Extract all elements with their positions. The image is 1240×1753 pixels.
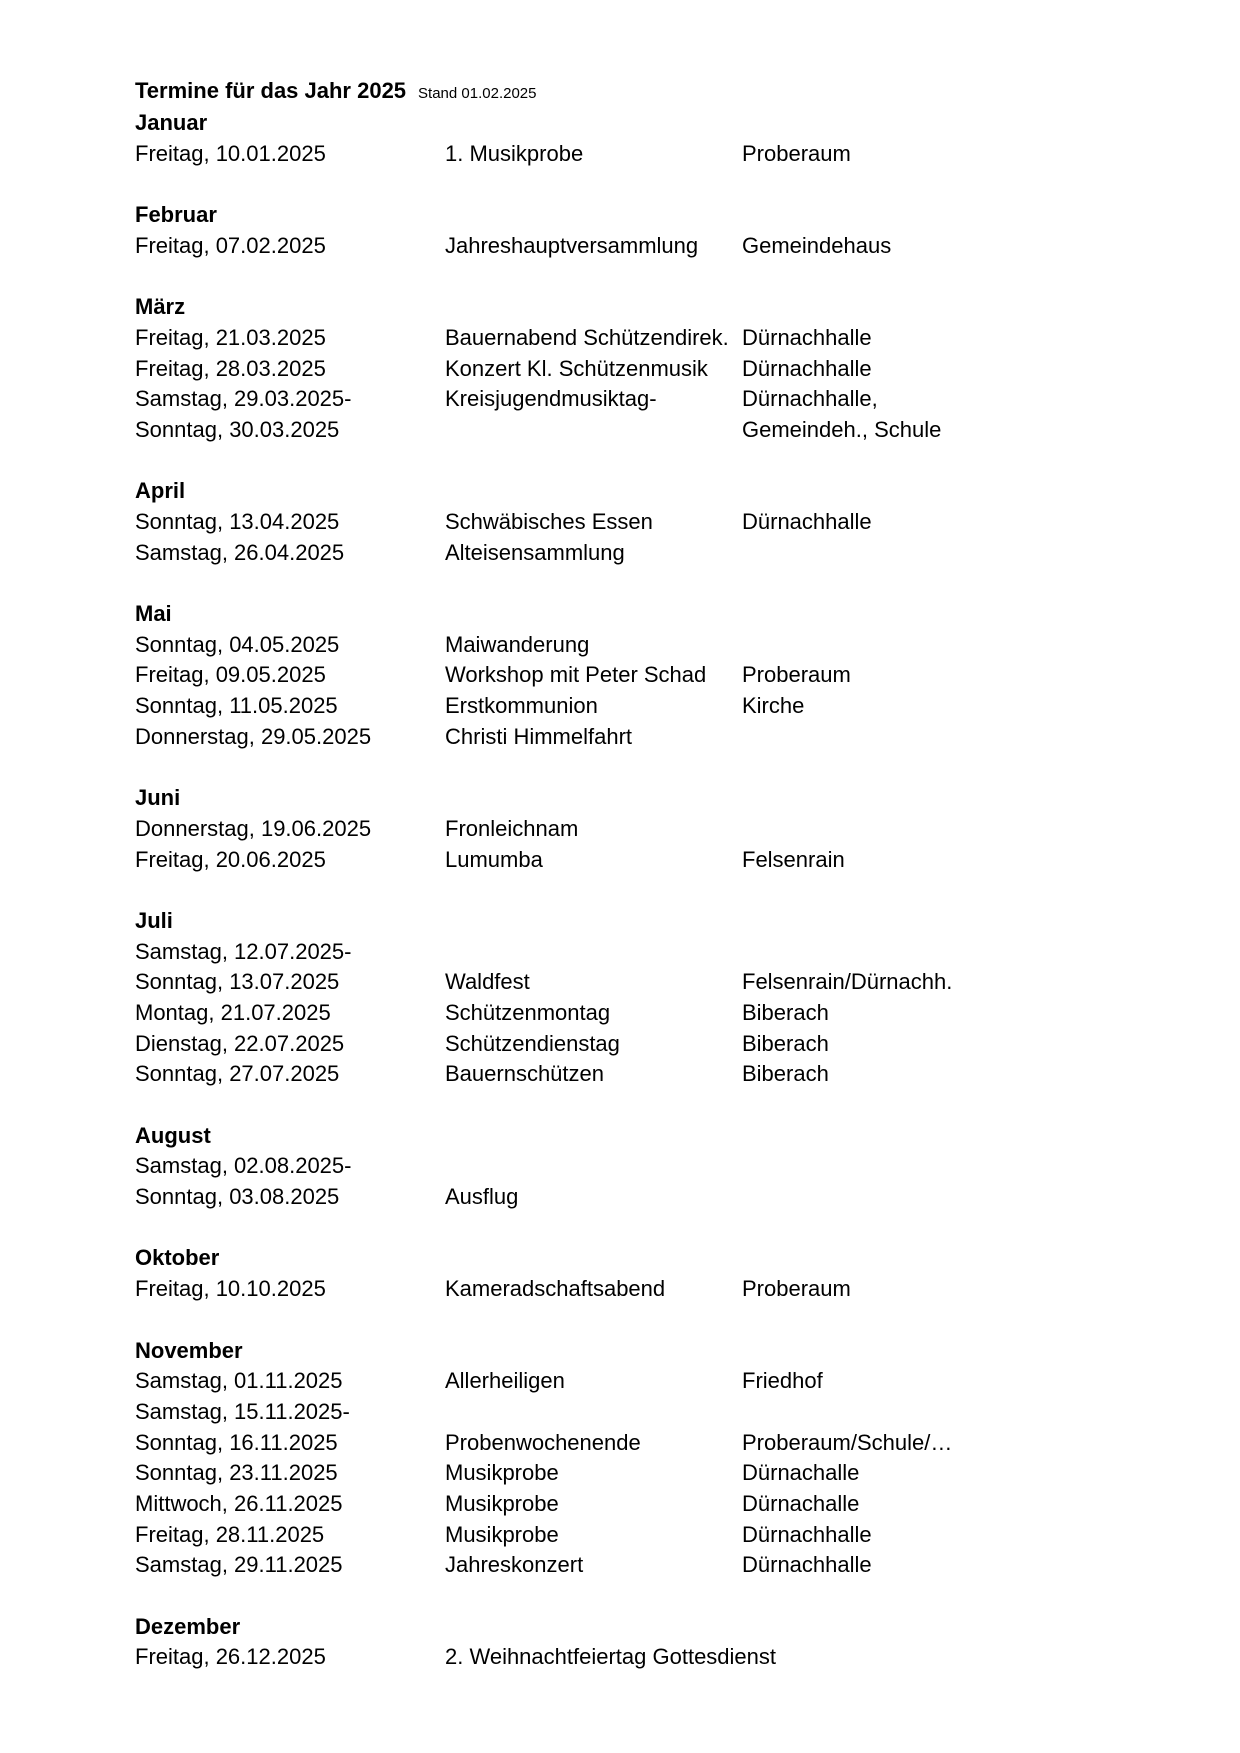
- event-name: Musikprobe: [445, 1460, 559, 1486]
- event-location: Biberach: [742, 999, 829, 1025]
- month-spacer: [135, 1213, 1135, 1244]
- event-row: [135, 630, 1135, 661]
- event-date: Montag, 21.07.2025: [135, 999, 331, 1025]
- event-row: [135, 538, 1135, 569]
- event-row: [135, 845, 1135, 876]
- event-date: Sonntag, 23.11.2025: [135, 1460, 338, 1486]
- page-title: Termine für das Jahr 2025: [135, 78, 407, 103]
- event-date: Sonntag, 03.08.2025: [135, 1184, 340, 1210]
- event-location: Friedhof: [742, 1368, 823, 1394]
- event-location: Dürnachalle: [742, 1460, 860, 1486]
- event-date: Sonntag, 04.05.2025: [135, 631, 340, 657]
- month-heading: August: [135, 1122, 211, 1148]
- event-date: Mittwoch, 26.11.2025: [135, 1490, 343, 1516]
- event-date: Freitag, 07.02.2025: [135, 232, 326, 258]
- stand-date: Stand 01.02.2025: [418, 85, 537, 102]
- month-section: [135, 292, 1135, 445]
- month-section: [135, 476, 1135, 568]
- event-location: Dürnachalle: [742, 1490, 860, 1516]
- event-date: Freitag, 28.11.2025: [135, 1521, 325, 1547]
- month-section: [135, 1121, 1135, 1213]
- month-section: [135, 1336, 1135, 1582]
- event-name: Workshop mit Peter Schad: [445, 662, 707, 688]
- month-spacer: [135, 568, 1135, 599]
- event-date: Sonntag, 27.07.2025: [135, 1061, 340, 1087]
- document-header: [135, 78, 1135, 108]
- event-row: [135, 415, 1135, 446]
- event-date: Dienstag, 22.07.2025: [135, 1030, 345, 1056]
- event-location: Biberach: [742, 1061, 829, 1087]
- event-row: [135, 967, 1135, 998]
- event-row: [135, 937, 1135, 968]
- event-name: Ausflug: [445, 1184, 519, 1210]
- event-row: [135, 1397, 1135, 1428]
- event-row: [135, 1182, 1135, 1213]
- event-location: Gemeindeh., Schule: [742, 416, 942, 442]
- month-spacer: [135, 1581, 1135, 1612]
- event-location: Dürnachhalle: [742, 1521, 872, 1547]
- event-name: Erstkommunion: [445, 693, 598, 719]
- event-date: Samstag, 29.11.2025: [135, 1552, 343, 1578]
- month-heading: Juni: [135, 785, 181, 811]
- event-name: Schützendienstag: [445, 1030, 620, 1056]
- event-date: Donnerstag, 29.05.2025: [135, 723, 372, 749]
- event-date: Freitag, 21.03.2025: [135, 324, 326, 350]
- event-row: [135, 1029, 1135, 1060]
- event-location: Proberaum/Schule/…: [742, 1429, 953, 1455]
- event-location: Dürnachhalle: [742, 508, 872, 534]
- month-spacer: [135, 1305, 1135, 1336]
- event-name: Bauernschützen: [445, 1061, 604, 1087]
- month-spacer: [135, 752, 1135, 783]
- event-row: [135, 1274, 1135, 1305]
- schedule-list: [135, 108, 1135, 1673]
- month-heading: Oktober: [135, 1245, 220, 1271]
- month-spacer: [135, 875, 1135, 906]
- event-name: Alteisensammlung: [445, 539, 625, 565]
- event-date: Samstag, 29.03.2025-: [135, 386, 352, 412]
- month-section: [135, 1243, 1135, 1304]
- month-heading: März: [135, 294, 186, 320]
- event-name: Lumumba: [445, 846, 543, 872]
- event-row: [135, 722, 1135, 753]
- event-row: [135, 1428, 1135, 1459]
- event-row: [135, 691, 1135, 722]
- event-location: Proberaum: [742, 1276, 851, 1302]
- event-row: [135, 231, 1135, 262]
- event-date: Freitag, 10.10.2025: [135, 1276, 326, 1302]
- event-location: Proberaum: [742, 662, 851, 688]
- event-name: Christi Himmelfahrt: [445, 723, 633, 749]
- month-section: [135, 108, 1135, 169]
- event-date: Donnerstag, 19.06.2025: [135, 815, 372, 841]
- event-name: Kreisjugendmusiktag-: [445, 386, 657, 412]
- event-name: Musikprobe: [445, 1490, 559, 1516]
- event-location: Proberaum: [742, 140, 851, 166]
- event-location: Felsenrain: [742, 846, 845, 872]
- event-row: [135, 139, 1135, 170]
- event-row: [135, 1151, 1135, 1182]
- event-name: 1. Musikprobe: [445, 140, 584, 166]
- event-name: Fronleichnam: [445, 815, 579, 841]
- event-name: Schützenmontag: [445, 999, 611, 1025]
- month-spacer: [135, 169, 1135, 200]
- event-row: [135, 1458, 1135, 1489]
- month-section: [135, 599, 1135, 752]
- event-date: Sonntag, 16.11.2025: [135, 1429, 338, 1455]
- event-location: Dürnachhalle,: [742, 386, 878, 412]
- event-location: Biberach: [742, 1030, 829, 1056]
- event-row: [135, 323, 1135, 354]
- event-row: [135, 1366, 1135, 1397]
- event-row: [135, 998, 1135, 1029]
- event-name: Bauernabend Schützendirek.: [445, 324, 729, 350]
- event-date: Sonntag, 11.05.2025: [135, 693, 338, 719]
- event-date: Freitag, 26.12.2025: [135, 1644, 326, 1670]
- event-date: Sonntag, 30.03.2025: [135, 416, 340, 442]
- month-spacer: [135, 1090, 1135, 1121]
- event-row: [135, 1059, 1135, 1090]
- event-location: Dürnachhalle: [742, 1552, 872, 1578]
- event-location: Kirche: [742, 693, 805, 719]
- event-location: Dürnachhalle: [742, 355, 872, 381]
- month-section: [135, 1612, 1135, 1673]
- event-row: [135, 384, 1135, 415]
- event-row: [135, 354, 1135, 385]
- event-date: Samstag, 12.07.2025-: [135, 938, 352, 964]
- event-row: [135, 1489, 1135, 1520]
- event-date: Samstag, 02.08.2025-: [135, 1153, 352, 1179]
- event-location: Felsenrain/Dürnachh.: [742, 969, 953, 995]
- event-date: Sonntag, 13.04.2025: [135, 508, 340, 534]
- event-location: Dürnachhalle: [742, 324, 872, 350]
- event-name: Jahreshauptversammlung: [445, 232, 699, 258]
- event-row: [135, 1520, 1135, 1551]
- event-name: Maiwanderung: [445, 631, 590, 657]
- event-row: [135, 507, 1135, 538]
- event-name: Kameradschaftsabend: [445, 1276, 666, 1302]
- event-name: Jahreskonzert: [445, 1552, 584, 1578]
- month-section: [135, 200, 1135, 261]
- month-section: [135, 906, 1135, 1090]
- event-name: Allerheiligen: [445, 1368, 565, 1394]
- month-heading: April: [135, 478, 186, 504]
- event-name: Probenwochenende: [445, 1429, 641, 1455]
- event-name: 2. Weihnachtfeiertag Gottesdienst: [445, 1644, 777, 1670]
- month-heading: Juli: [135, 907, 173, 933]
- event-name: Musikprobe: [445, 1521, 559, 1547]
- month-spacer: [135, 446, 1135, 477]
- month-heading: Dezember: [135, 1613, 241, 1639]
- month-heading: November: [135, 1337, 243, 1363]
- event-name: Waldfest: [445, 969, 530, 995]
- event-date: Samstag, 15.11.2025-: [135, 1398, 350, 1424]
- month-heading: Januar: [135, 110, 208, 135]
- event-date: Samstag, 26.04.2025: [135, 539, 345, 565]
- month-spacer: [135, 261, 1135, 292]
- event-date: Freitag, 20.06.2025: [135, 846, 326, 872]
- event-date: Freitag, 09.05.2025: [135, 662, 326, 688]
- event-row: [135, 1642, 1135, 1673]
- event-date: Freitag, 28.03.2025: [135, 355, 326, 381]
- event-name: Schwäbisches Essen: [445, 508, 653, 534]
- event-date: Sonntag, 13.07.2025: [135, 969, 340, 995]
- event-location: Gemeindehaus: [742, 232, 892, 258]
- document-page: [135, 78, 1135, 1673]
- month-heading: Februar: [135, 202, 217, 228]
- event-row: [135, 1550, 1135, 1581]
- event-name: Konzert Kl. Schützenmusik: [445, 355, 708, 381]
- month-section: [135, 783, 1135, 875]
- event-row: [135, 814, 1135, 845]
- event-date: Samstag, 01.11.2025: [135, 1368, 343, 1394]
- event-date: Freitag, 10.01.2025: [135, 140, 326, 166]
- event-row: [135, 660, 1135, 691]
- month-heading: Mai: [135, 601, 172, 626]
